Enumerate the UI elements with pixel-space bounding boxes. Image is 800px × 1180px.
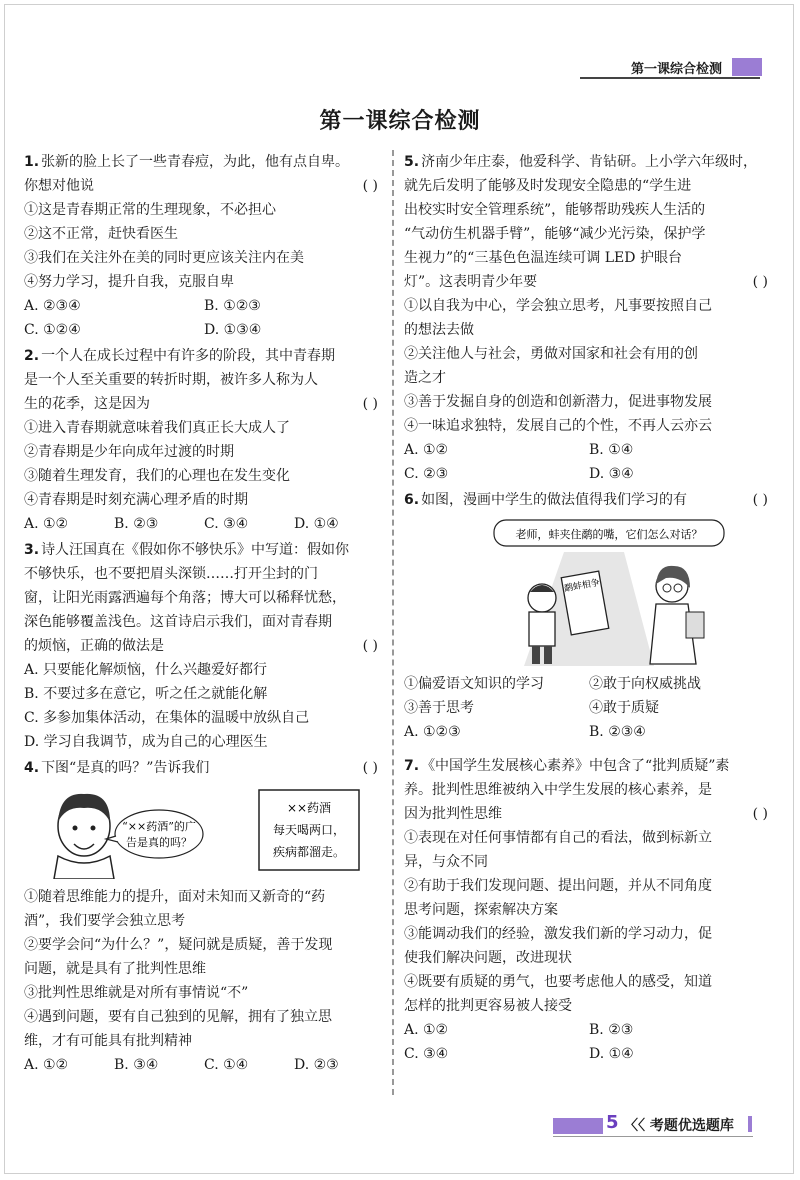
statement-item: ②有助于我们发现问题、提出问题，并从不同角度 xyxy=(404,878,712,894)
question-stem: 就先后发明了能够及时发现安全隐患的“学生进 xyxy=(404,178,692,194)
question-stem: 张新的脸上长了一些青春痘，为此，他有点自卑。 xyxy=(41,154,350,170)
sign-line-3: 疾病都溜走。 xyxy=(272,845,346,859)
book-title: 〈〈 考题优选题库 xyxy=(624,1118,734,1134)
option[interactable]: D. ①③④ xyxy=(204,322,262,338)
option[interactable]: D. ②③ xyxy=(294,1057,339,1073)
question-stem: 出校实时安全管理系统”，能够帮助残疾人生活的 xyxy=(404,202,706,218)
statement-item: ②这不正常，赶快看医生 xyxy=(24,226,178,242)
answer-paren[interactable]: ( ) xyxy=(752,806,768,822)
page-number: 5 xyxy=(606,1112,619,1133)
options xyxy=(404,720,774,744)
question-stem: 《中国学生发展核心素养》中包含了“批判质疑”素 xyxy=(421,758,730,774)
statement-item: ④既要有质疑的勇气，也要考虑他人的感受，知道 xyxy=(404,974,712,990)
question-number: 3. xyxy=(24,542,40,558)
footer-accent-bar xyxy=(553,1118,603,1134)
boy-body xyxy=(54,856,114,879)
statement-item: ①以自我为中心，学会独立思考，凡事要按照自己 xyxy=(404,298,712,314)
question-stem: 你想对他说 xyxy=(24,178,94,194)
option[interactable]: A. 只要能化解烦恼，什么兴趣爱好都行 xyxy=(24,662,268,678)
statement-item: 问题，就是具有了批判性思维 xyxy=(24,961,206,977)
right-column xyxy=(404,150,774,1068)
options xyxy=(24,1053,384,1077)
question-stem: 深色能够覆盖浅色。这首诗启示我们，面对青春期 xyxy=(24,614,332,630)
statement-items xyxy=(404,672,774,720)
footer-rule xyxy=(553,1136,753,1137)
statement-item: ①偏爱语文知识的学习 xyxy=(404,676,544,692)
section-label: 第一课综合检测 xyxy=(630,62,722,77)
cartoon-boy-wine-ad xyxy=(44,784,364,879)
answer-paren[interactable]: ( ) xyxy=(362,638,378,654)
bubble-text-1: “××药酒”的广 xyxy=(122,820,196,833)
statement-item: 造之才 xyxy=(404,370,446,386)
boy-eye-right xyxy=(91,826,96,831)
statement-item: ④遇到问题，要有自己独到的见解，拥有了独立思 xyxy=(24,1009,332,1025)
option[interactable]: C. ③④ xyxy=(404,1046,449,1062)
options xyxy=(24,294,384,342)
statement-item: ②青春期是少年向成年过渡的时期 xyxy=(24,444,234,460)
student-body xyxy=(529,612,555,646)
option[interactable]: B. ②③ xyxy=(114,516,159,532)
question-number: 7. xyxy=(404,758,420,774)
left-column xyxy=(24,150,384,1079)
option[interactable]: D. ③④ xyxy=(589,466,634,482)
bubble-text-2: 告是真的吗？ xyxy=(126,836,192,849)
question-number: 6. xyxy=(404,492,420,508)
statement-item: ①进入青春期就意味着我们真正长大成人了 xyxy=(24,420,290,436)
answer-paren[interactable]: ( ) xyxy=(362,178,378,194)
question-stem: 不够快乐，也不要把眉头深锁……打开尘封的门 xyxy=(24,566,318,582)
answer-paren[interactable]: ( ) xyxy=(752,492,768,508)
question-3 xyxy=(24,538,384,754)
footer-end-mark xyxy=(748,1116,752,1132)
question-2 xyxy=(24,344,384,536)
question-stem: 济南少年庄泰，他爱科学、肯钻研。上小学六年级时， xyxy=(421,154,758,170)
statement-item: ③能调动我们的经验，激发我们新的学习动力，促 xyxy=(404,926,712,942)
options xyxy=(24,512,384,536)
option[interactable]: B. ①②③ xyxy=(204,298,261,314)
boy-eye-left xyxy=(73,826,78,831)
header-rule xyxy=(580,77,760,79)
option[interactable]: A. ①②③ xyxy=(404,724,461,740)
statement-item: ①表现在对任何事情都有自己的看法，做到标新立 xyxy=(404,830,712,846)
question-stem: 窗，让阳光雨露洒遍每个角落；博大可以稀释忧愁， xyxy=(24,590,346,606)
answer-paren[interactable]: ( ) xyxy=(362,760,378,776)
question-number: 2. xyxy=(24,348,40,364)
statement-item: 使我们解决问题，改进现状 xyxy=(404,950,572,966)
statement-item: 思考问题，探索解决方案 xyxy=(404,902,558,918)
question-7 xyxy=(404,754,774,1066)
answer-paren[interactable]: ( ) xyxy=(752,274,768,290)
statement-item: 维，才有可能具有批判精神 xyxy=(24,1033,192,1049)
teacher-folder xyxy=(686,612,704,638)
option[interactable]: A. ①② xyxy=(24,1057,69,1073)
question-stem: 的烦恼，正确的做法是 xyxy=(24,638,164,654)
statement-item: ④青春期是时刻充满心理矛盾的时期 xyxy=(24,492,248,508)
cartoon-student-teacher xyxy=(474,516,744,666)
statement-item: 酒”，我们要学会独立思考 xyxy=(24,913,186,929)
question-stem: 生的花季，这是因为 xyxy=(24,396,150,412)
statement-item: ③善于发掘自身的创造和创新潜力，促进事物发展 xyxy=(404,394,712,410)
option[interactable]: A. ②③④ xyxy=(24,298,81,314)
statement-item: 怎样的批判更容易被人接受 xyxy=(404,998,572,1014)
statement-item: ③批判性思维就是对所有事情说“不” xyxy=(24,985,249,1001)
header-accent-block xyxy=(732,58,762,76)
question-number: 1. xyxy=(24,154,40,170)
question-stem: 灯”。这表明青少年要 xyxy=(404,274,538,290)
page-title: 第一课综合检测 xyxy=(319,109,481,134)
option[interactable]: C. ③④ xyxy=(204,516,249,532)
option[interactable]: A. ①② xyxy=(404,1022,449,1038)
question-6 xyxy=(404,488,774,744)
question-stem: 诗人汪国真在《假如你不够快乐》中写道：假如你 xyxy=(41,542,350,558)
option[interactable]: C. ①④ xyxy=(204,1057,249,1073)
option[interactable]: C. ①②④ xyxy=(24,322,81,338)
options xyxy=(404,1018,774,1066)
options xyxy=(404,438,774,486)
option[interactable]: C. 多参加集体活动，在集体的温暖中放纵自己 xyxy=(24,710,310,726)
statement-item: ②要学会问“为什么？”，疑问就是质疑，善于发现 xyxy=(24,937,333,953)
option[interactable]: B. ③④ xyxy=(114,1057,159,1073)
option[interactable]: A. ①② xyxy=(404,442,449,458)
option[interactable]: D. ①④ xyxy=(294,516,339,532)
answer-paren[interactable]: ( ) xyxy=(362,396,378,412)
statement-item: 异，与众不同 xyxy=(404,854,488,870)
option[interactable]: B. ②③ xyxy=(589,1022,634,1038)
student-leg-right xyxy=(544,646,552,664)
question-stem: 生视力”的“三基色色温连续可调 LED 护眼台 xyxy=(404,250,682,266)
question-5 xyxy=(404,150,774,486)
bubble-text: 老师，蚌夹住鹬的嘴，它们怎么对话？ xyxy=(515,528,703,541)
statement-item: ①随着思维能力的提升，面对未知而又新奇的“药 xyxy=(24,889,326,905)
question-stem: 养。批判性思维被纳入中学生发展的核心素养，是 xyxy=(404,782,712,798)
question-1 xyxy=(24,150,384,342)
option[interactable]: A. ①② xyxy=(24,516,69,532)
statement-item: ③善于思考 xyxy=(404,700,474,716)
statement-item: ③我们在关注外在美的同时更应该关注内在美 xyxy=(24,250,304,266)
speech-bubble xyxy=(115,810,203,858)
question-stem: 是一个人至关重要的转折时期，被许多人称为人 xyxy=(24,372,318,388)
option[interactable]: B. 不要过多在意它，听之任之就能化解 xyxy=(24,686,268,702)
book-title: 鹬蚌相争 xyxy=(563,578,601,595)
question-stem: “气动仿生机器手臂”，能够“减少光污染，保护学 xyxy=(404,226,706,242)
statement-item: ①这是青春期正常的生理现象，不必担心 xyxy=(24,202,276,218)
question-stem: 一个人在成长过程中有许多的阶段，其中青春期 xyxy=(41,348,336,364)
statement-item: ③随着生理发育，我们的心理也在发生变化 xyxy=(24,468,290,484)
statement-item: ②关注他人与社会，勇做对国家和社会有用的创 xyxy=(404,346,698,362)
student-leg-left xyxy=(532,646,540,664)
option[interactable]: B. ①④ xyxy=(589,442,634,458)
question-stem: 因为批判性思维 xyxy=(404,806,502,822)
statement-item: 的想法去做 xyxy=(404,322,474,338)
column-divider xyxy=(392,150,394,1095)
statement-item: ④努力学习，提升自我，克服自卑 xyxy=(24,274,234,290)
statement-item: ④一味追求独特，发展自己的个性，不再人云亦云 xyxy=(404,418,712,434)
option[interactable]: D. ①④ xyxy=(589,1046,634,1062)
question-number: 5. xyxy=(404,154,420,170)
question-4 xyxy=(24,756,384,1077)
statement-item: ④敢于质疑 xyxy=(589,700,659,716)
option[interactable]: C. ②③ xyxy=(404,466,449,482)
statement-item: ②敢于向权威挑战 xyxy=(589,676,701,692)
sign-line-1: ××药酒 xyxy=(286,801,332,815)
question-stem: 下图“是真的吗？”告诉我们 xyxy=(41,760,210,776)
option[interactable]: B. ②③④ xyxy=(589,724,646,740)
sign-line-2: 每天喝两口， xyxy=(272,823,346,837)
question-stem: 如图，漫画中学生的做法值得我们学习的有 xyxy=(421,492,688,508)
option[interactable]: D. 学习自我调节，成为自己的心理医生 xyxy=(24,734,268,750)
question-number: 4. xyxy=(24,760,40,776)
